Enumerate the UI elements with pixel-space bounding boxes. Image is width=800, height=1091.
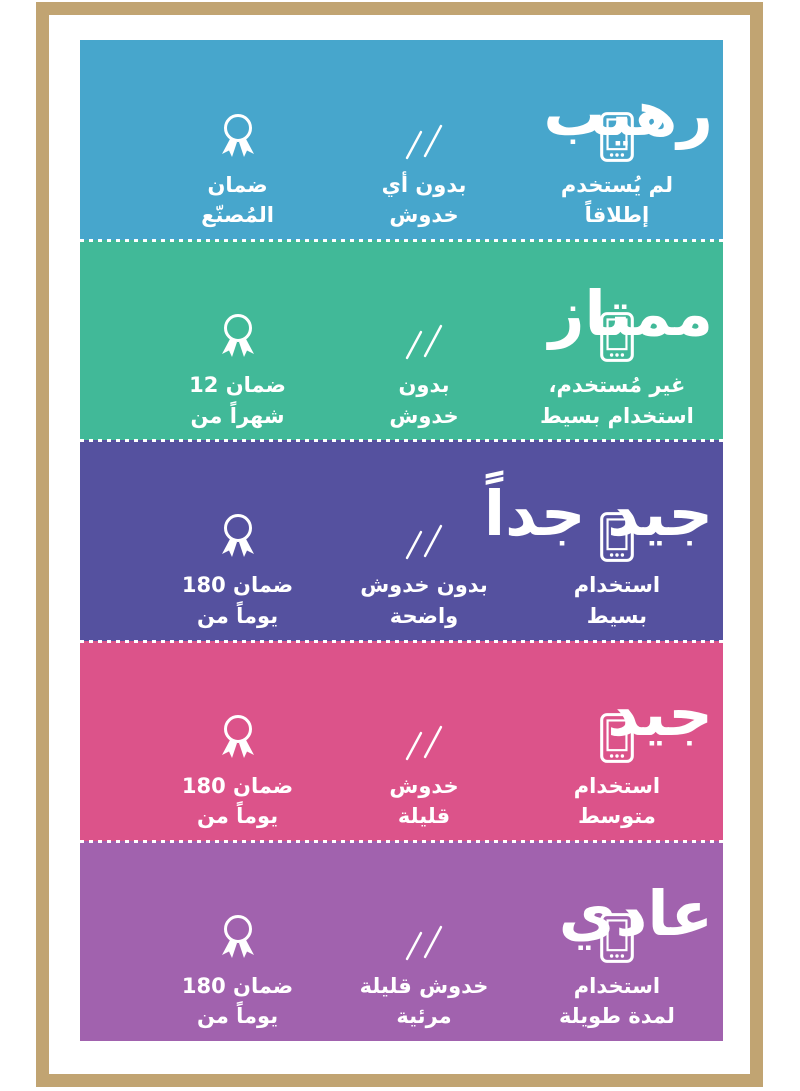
usage-text: لم يُستخدم إطلاقاً <box>560 173 673 228</box>
scratches-icon <box>337 909 511 965</box>
scratches-icon <box>337 709 511 765</box>
band-good <box>80 641 723 841</box>
dashed-divider <box>80 640 723 643</box>
band-excellent <box>80 240 723 440</box>
warranty-medal-icon <box>151 709 325 765</box>
band-very-good <box>80 440 723 640</box>
scratches-text: بدون خدوش <box>389 373 459 428</box>
scratches-text: خدوش قليلة <box>389 773 459 829</box>
smartphone-icon <box>530 308 704 364</box>
smartphone-icon <box>530 909 704 965</box>
feature-usage <box>530 308 704 431</box>
feature-usage <box>530 909 704 1032</box>
scratches-icon <box>337 508 511 564</box>
scratches-icon <box>337 308 511 364</box>
dashed-divider <box>80 239 723 242</box>
usage-text: استخدام لمدة طويلة <box>558 973 675 1029</box>
feature-scratches <box>337 308 511 431</box>
band-title: جيد <box>607 677 713 751</box>
usage-text: غير مُستخدم، استخدام بسيط <box>539 373 694 428</box>
dashed-divider <box>80 840 723 843</box>
grades-list <box>80 40 723 1041</box>
band-title: رهيب <box>543 76 713 150</box>
feature-warranty <box>151 508 325 631</box>
warranty-text: ضمان 180 يوماً من <box>181 773 294 829</box>
scratches-text: بدون خدوش واضحة <box>360 573 488 628</box>
warranty-medal-icon <box>151 308 325 364</box>
band-awesome <box>80 40 723 240</box>
feature-usage <box>530 709 704 832</box>
band-title: عادي <box>558 877 713 951</box>
feature-warranty <box>151 909 325 1032</box>
feature-warranty <box>151 709 325 832</box>
smartphone-icon <box>530 508 704 564</box>
feature-scratches <box>337 108 511 231</box>
feature-scratches <box>337 508 511 631</box>
scratches-text: بدون أي خدوش <box>381 173 467 228</box>
dashed-divider <box>80 439 723 442</box>
warranty-text: ضمان 180 يوماً من <box>181 973 294 1029</box>
feature-warranty <box>151 308 325 431</box>
warranty-medal-icon <box>151 108 325 164</box>
warranty-medal-icon <box>151 909 325 965</box>
scratches-icon <box>337 108 511 164</box>
warranty-text: ضمان 12 شهراً من <box>189 373 286 428</box>
scratches-text: خدوش قليلة مرئية <box>359 973 489 1029</box>
warranty-text: ضمان 180 يوماً من <box>181 573 294 628</box>
usage-text: استخدام بسيط <box>573 573 661 628</box>
warranty-text: ضمان المُصنّع <box>201 173 274 228</box>
feature-usage <box>530 508 704 631</box>
band-fair <box>80 841 723 1041</box>
feature-scratches <box>337 909 511 1032</box>
smartphone-icon <box>530 108 704 164</box>
usage-text: استخدام متوسط <box>573 773 661 829</box>
band-title: ممتاز <box>548 276 713 350</box>
band-title: جيد جداً <box>483 476 713 550</box>
feature-warranty <box>151 108 325 231</box>
warranty-medal-icon <box>151 508 325 564</box>
feature-usage <box>530 108 704 231</box>
smartphone-icon <box>530 709 704 765</box>
feature-scratches <box>337 709 511 832</box>
